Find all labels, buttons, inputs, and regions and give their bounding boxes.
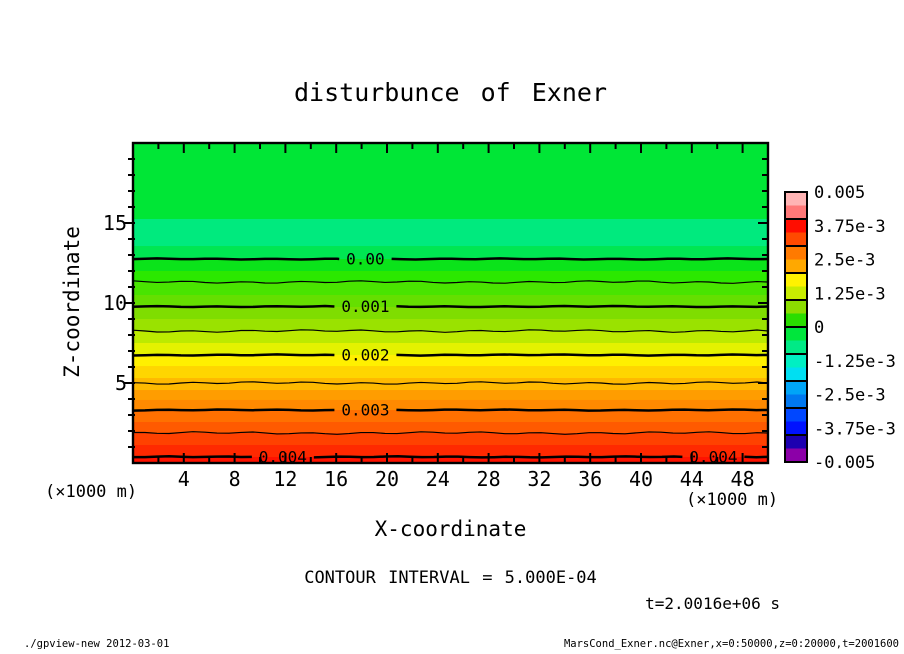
x-axis-unit: (×1000 m) bbox=[686, 490, 779, 510]
colorbar-cell bbox=[785, 287, 807, 301]
colorbar-cell bbox=[785, 300, 807, 314]
contour-band bbox=[133, 410, 768, 423]
x-tick-label: 44 bbox=[679, 467, 704, 491]
contour-interval-note: CONTOUR INTERVAL = 5.000E-04 bbox=[304, 568, 597, 588]
contour-band bbox=[133, 366, 768, 379]
colorbar-cell bbox=[785, 233, 807, 247]
colorbar-tick-label: 0 bbox=[814, 318, 825, 338]
contour-band bbox=[133, 219, 768, 247]
colorbar-cell bbox=[785, 192, 807, 206]
contour-band bbox=[133, 307, 768, 320]
contour-line bbox=[396, 306, 768, 307]
colorbar-cell bbox=[785, 206, 807, 220]
contour-band bbox=[133, 331, 768, 344]
contour-band bbox=[133, 271, 768, 283]
contour-label: 0.004 bbox=[689, 447, 738, 467]
colorbar-cell bbox=[785, 354, 807, 368]
y-tick-label: 15 bbox=[102, 211, 127, 235]
x-tick-label: 20 bbox=[374, 467, 400, 491]
contour-line bbox=[133, 410, 334, 411]
colorbar-cell bbox=[785, 408, 807, 422]
contour-label: 0.00 bbox=[346, 249, 385, 269]
colorbar-cell bbox=[785, 314, 807, 328]
contour-label: 0.004 bbox=[258, 447, 307, 467]
colorbar-cell bbox=[785, 435, 807, 449]
contour-line bbox=[314, 456, 683, 457]
colorbar-cell bbox=[785, 395, 807, 409]
colorbar-tick-label: 2.5e-3 bbox=[814, 250, 876, 271]
colorbar-tick-label: 1.25e-3 bbox=[814, 284, 886, 305]
contour-band bbox=[133, 282, 768, 296]
colorbar-cell bbox=[785, 449, 807, 463]
contour-line bbox=[133, 354, 334, 355]
y-tick-label: 5 bbox=[114, 371, 127, 395]
colorbar-cell bbox=[785, 422, 807, 436]
colorbar-cell bbox=[785, 219, 807, 233]
colorbar-tick-label: -2.5e-3 bbox=[814, 385, 886, 406]
contour-label: 0.002 bbox=[341, 345, 390, 365]
contour-line bbox=[133, 258, 339, 259]
colorbar-tick-label: 0.005 bbox=[814, 183, 866, 203]
contour-band bbox=[133, 390, 768, 401]
contour-label: 0.001 bbox=[341, 297, 390, 317]
colorbar-cell bbox=[785, 327, 807, 341]
contour-band bbox=[133, 355, 768, 367]
y-tick-label: 10 bbox=[102, 291, 127, 315]
contour-band bbox=[133, 319, 768, 332]
contour-line bbox=[392, 258, 768, 259]
footer-program: ./gpview-new 2012-03-01 bbox=[24, 638, 170, 650]
page-title: disturbunce of Exner bbox=[293, 78, 608, 107]
contour-line bbox=[396, 355, 768, 356]
colorbar-cell bbox=[785, 273, 807, 287]
contour-line bbox=[744, 457, 768, 458]
x-axis-title: X-coordinate bbox=[374, 517, 527, 541]
x-tick-label: 40 bbox=[628, 467, 654, 491]
colorbar-cell bbox=[785, 246, 807, 260]
colorbar-tick-label: 3.75e-3 bbox=[814, 216, 886, 237]
colorbar-tick-label: -1.25e-3 bbox=[814, 351, 896, 372]
contour-band bbox=[133, 422, 768, 434]
x-tick-label: 24 bbox=[425, 467, 450, 491]
footer-source: MarsCond_Exner.nc@Exner,x=0:50000,z=0:20000,t=2001600 bbox=[563, 638, 899, 650]
colorbar-tick-label: -3.75e-3 bbox=[814, 419, 896, 440]
contour-band bbox=[133, 143, 768, 220]
contour-label: 0.003 bbox=[341, 400, 390, 420]
time-annotation: t=2.0016e+06 s bbox=[645, 594, 780, 613]
colorbar-cell bbox=[785, 260, 807, 274]
x-tick-label: 4 bbox=[177, 467, 190, 491]
x-tick-label: 36 bbox=[578, 467, 603, 491]
contour-band bbox=[133, 433, 768, 446]
x-tick-label: 8 bbox=[228, 467, 241, 491]
x-tick-label: 48 bbox=[730, 467, 755, 491]
contour-line bbox=[133, 306, 334, 307]
colorbar-cell bbox=[785, 368, 807, 382]
contour-line bbox=[396, 410, 768, 411]
colorbar-tick-label: -0.005 bbox=[814, 453, 876, 473]
x-tick-label: 32 bbox=[527, 467, 552, 491]
y-axis-title: Z-coordinate bbox=[60, 226, 84, 378]
contour-band bbox=[133, 259, 768, 272]
x-tick-label: 16 bbox=[324, 467, 349, 491]
y-axis-unit: (×1000 m) bbox=[45, 482, 138, 502]
x-tick-label: 28 bbox=[476, 467, 501, 491]
x-tick-label: 12 bbox=[273, 467, 298, 491]
colorbar-cell bbox=[785, 381, 807, 395]
colorbar-cell bbox=[785, 341, 807, 355]
